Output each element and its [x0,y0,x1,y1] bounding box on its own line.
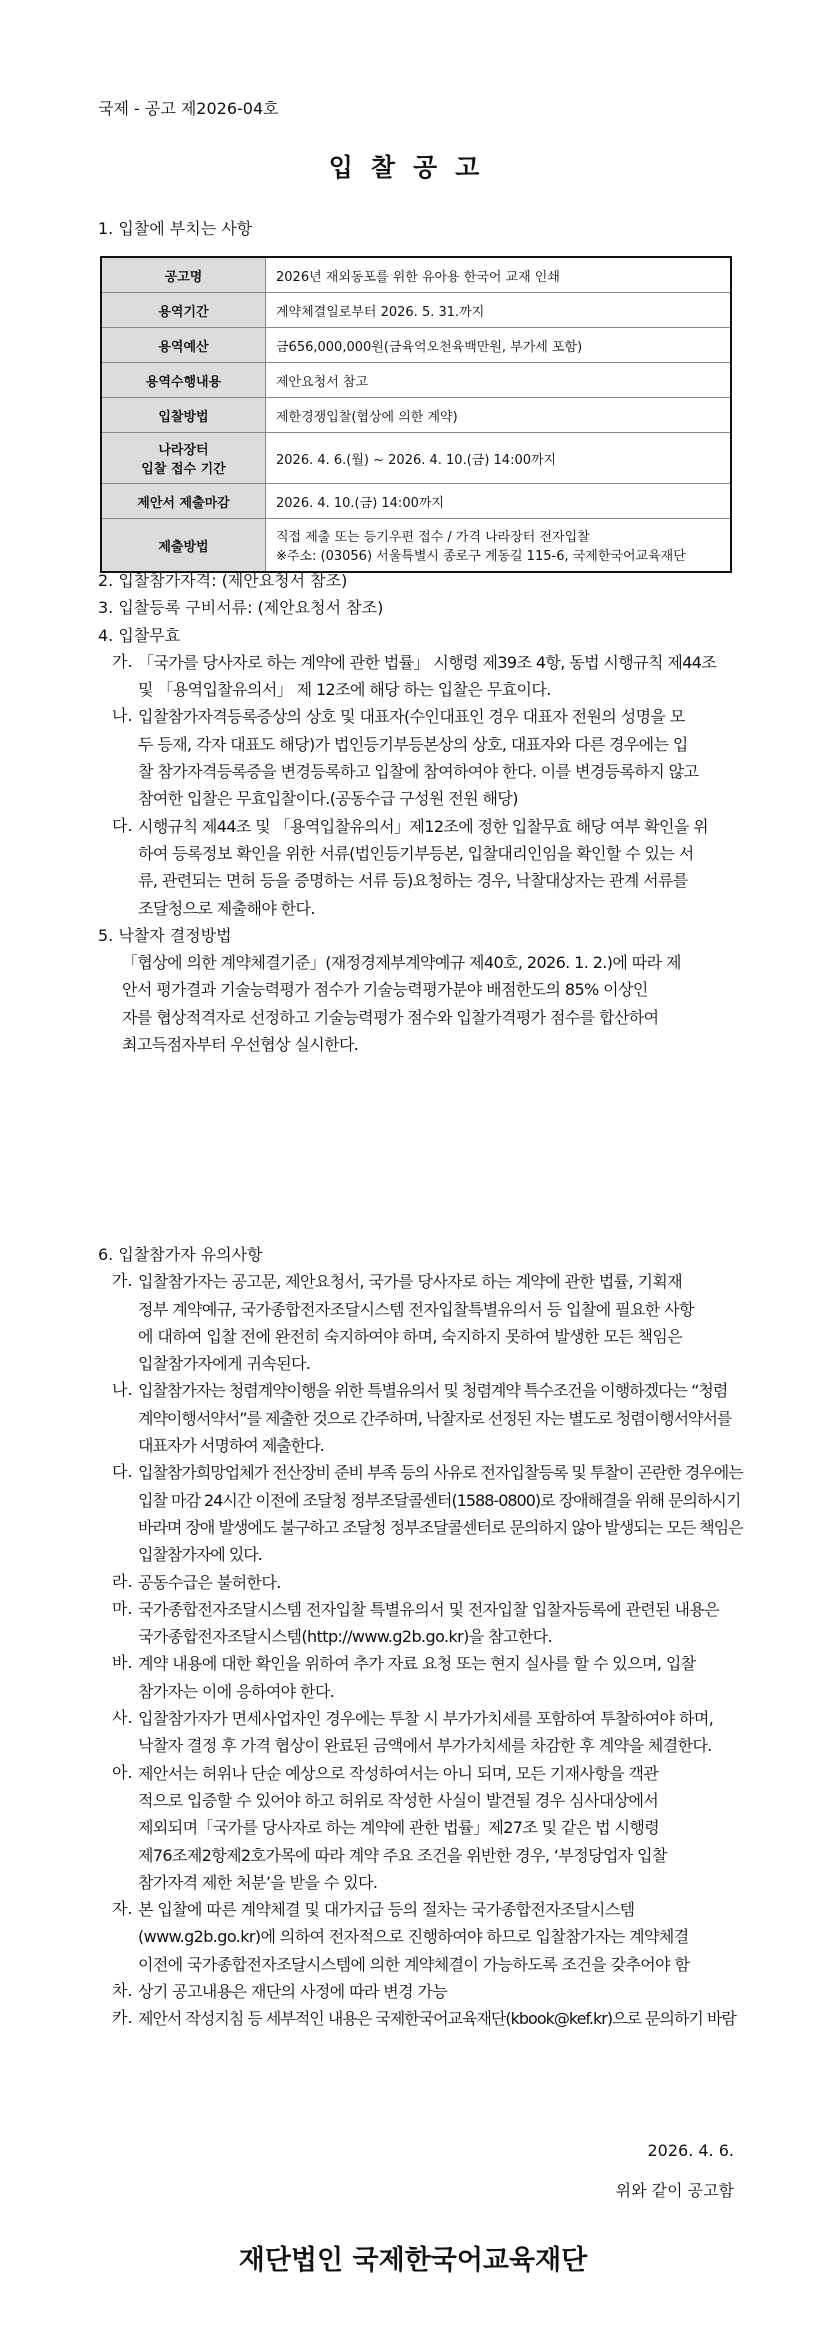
list-item-line: (www.g2b.go.kr)에 의하여 전자적으로 진행하여야 하므로 입찰참가자는 계약체결 [138,1927,689,1947]
table-label: 입찰방법 [101,398,266,433]
list-item-text [138,2005,738,2032]
list-item-line: 낙찰자 결정 후 가격 협상이 완료된 금액에서 부가가치세를 차감한 후 계약을 체결한다. [138,1736,712,1756]
list-item-text [138,649,738,704]
list-item-marker: 차. [112,1981,133,2001]
list-item-line: 입찰참가자는 공고문, 제안요청서, 국가를 당사자로 하는 계약에 관한 법률, 기획재 [138,1272,683,1292]
list-item-text [138,703,738,812]
table-row [101,484,731,519]
list-item-marker: 나. [112,706,133,726]
section-1-heading: 1. 입찰에 부치는 사항 [98,219,253,238]
list-item-line: 찰 참가자격등록증을 변경등록하고 입찰에 참여하여야 한다. 이를 변경등록하지 않고 [138,762,699,782]
list-item-line: 대표자가 서명하여 제출한다. [138,1436,324,1456]
list-item [112,813,738,922]
section-6-list [98,1268,743,2032]
list-item-line: 국가종합전자조달시스템(http://www.g2b.go.kr)을 참고한다. [138,1627,553,1647]
organization-name: 재단법인 국제한국어교육재단 [238,2245,588,2276]
list-item-line: 입찰참가자가 면세사업자인 경우에는 투찰 시 부가가치세를 포함하여 투찰하여야 하며, [138,1709,714,1729]
list-item [112,1896,738,1978]
list-item-marker: 사. [112,1708,133,1728]
list-item [112,1596,738,1651]
list-item-line: 제안서는 허위나 단순 예상으로 작성하여서는 아니 되며, 모든 기재사항을 객관 [138,1763,659,1783]
list-item-marker: 다. [112,1462,133,1482]
list-item-line: 제76조제2항제2호가목에 따라 계약 주요 조건을 위반한 경우, ‘부정당업자 입찰 [138,1845,667,1865]
table-label-line: 입찰 접수 기간 [141,462,226,477]
table-label: 용역수행내용 [101,363,266,398]
list-item-line: 입찰참가자격등록증상의 상호 및 대표자(수인대표인 경우 대표자 전원의 성명을 모 [138,707,685,727]
list-item-text [138,1896,738,1978]
list-item [112,1705,738,1760]
list-item-line: 및 「용역입찰유의서」 제 12조에 해당 하는 입찰은 무효이다. [138,680,551,700]
table-value: 2026. 4. 10.(금) 14:00까지 [266,484,732,519]
table-value: 제안요청서 참고 [266,363,732,398]
section-5-line: 최고득점자부터 우선협상 실시한다. [122,1035,359,1055]
table-label: 용역예산 [101,328,266,363]
table-value [266,519,732,573]
table-value: 계약체결일로부터 2026. 5. 31.까지 [266,293,732,328]
list-item [112,1377,738,1459]
table-value-line: ※주소: (03056) 서울특별시 종로구 계동길 115-6, 국제한국어교육재단 [276,549,686,564]
list-item-text [138,1459,743,1568]
table-value: 2026년 재외동포를 위한 유아용 한국어 교재 인쇄 [266,257,732,293]
list-item-text [138,1650,738,1705]
section-2: 2. 입찰참가자격: (제안요청서 참조) [98,571,348,590]
announcement-date: 2026. 4. 6. [647,2141,734,2160]
table-value: 금656,000,000원(금육억오천육백만원, 부가세 포함) [266,328,732,363]
table-row [101,433,731,484]
table-value: 2026. 4. 6.(월) ~ 2026. 4. 10.(금) 14:00까지 [266,433,732,484]
table-label: 제출방법 [101,519,266,573]
table-value: 제한경쟁입찰(협상에 의한 계약) [266,398,732,433]
table-label: 제안서 제출마감 [101,484,266,519]
list-item-text [138,1569,738,1596]
list-item-line: 이전에 국가종합전자조달시스템에 의한 계약체결이 가능하도록 조건을 갖추어야 함 [138,1954,690,1974]
list-item-line: 참가자격 제한 처분’을 받을 수 있다. [138,1872,378,1892]
table-row [101,363,731,398]
section-4-list [98,649,738,922]
list-item-line: 본 입찰에 따른 계약체결 및 대가지급 등의 절차는 국가종합전자조달시스템 [138,1900,635,1920]
list-item-line: 공동수급은 불허한다. [138,1572,281,1592]
list-item [112,1569,738,1596]
list-item [112,1650,738,1705]
document-number: 국제 - 공고 제2026-04호 [98,99,279,118]
list-item-line: 조달청으로 제출해야 한다. [138,898,315,918]
list-item-line: 상기 공고내용은 재단의 사정에 따라 변경 가능 [138,1982,448,2002]
list-item-line: 입찰참가자에 있다. [138,1545,262,1565]
list-item-line: 계약 내용에 대한 확인을 위하여 추가 자료 요청 또는 현지 실사를 할 수 있으며, 입찰 [138,1654,696,1674]
list-item-marker: 가. [112,1271,133,1291]
list-item-line: 에 대하여 입찰 전에 완전히 숙지하여야 하며, 숙지하지 못하여 발생한 모든 책임은 [138,1326,683,1346]
page-title: 입찰공고 [328,153,498,182]
list-item-line: 시행규칙 제44조 및 「용역입찰유의서」제12조에 정한 입찰무효 해당 여부 확인을 위 [138,816,709,836]
list-item-line: 계약이행서약서”를 제출한 것으로 간주하며, 낙찰자로 선정된 자는 별도로 청렴이행서약서를 [138,1408,732,1428]
list-item-line: 제안서 작성지침 등 세부적인 내용은 국제한국어교육재단(kbook@kef.kr)으로 문의하기 바람 [138,2009,736,2029]
list-item-marker: 다. [112,815,133,835]
list-item-text [138,1268,738,1377]
list-item-marker: 가. [112,651,133,671]
table-label: 공고명 [101,257,266,293]
table-row [101,398,731,433]
list-item-line: 국가종합전자조달시스템 전자입찰 특별유의서 및 전자입찰 입찰자등록에 관련된 내용은 [138,1599,720,1619]
list-item-marker: 카. [112,2008,133,2028]
section-4-heading: 4. 입찰무효 [98,625,181,645]
list-item-line: 「국가를 당사자로 하는 계약에 관한 법률」 시행령 제39조 4항, 동법 시행규칙 제44조 [138,652,717,672]
list-item-line: 류, 관련되는 면허 등을 증명하는 서류 등)요청하는 경우, 낙찰대상자는 관계 서류를 [138,871,688,891]
section-3: 3. 입찰등록 구비서류: (제안요청서 참조) [98,598,384,618]
list-item-line: 입찰참가희망업체가 전산장비 준비 부족 등의 사유로 전자입찰등록 및 투찰이 곤란한 경우에는 [138,1463,743,1483]
list-item-line: 적으로 입증할 수 있어야 하고 허위로 작성한 사실이 발견될 경우 심사대상에서 [138,1790,659,1810]
list-item [112,1268,738,1377]
table-label: 용역기간 [101,293,266,328]
section-5-line: 「협상에 의한 계약체결기준」(재정경제부계약예규 제40호, 2026. 1. 2.)에 따라 제 [122,953,681,973]
table-row [101,293,731,328]
list-item-marker: 자. [112,1899,133,1919]
list-item-line: 제외되며「국가를 당사자로 하는 계약에 관한 법률」제27조 및 같은 법 시행령 [138,1818,660,1838]
sections-2-5 [98,567,738,1058]
list-item-text [138,1760,738,1896]
section-5-body [98,949,738,1058]
table-value-line: 직접 제출 또는 등기우편 접수 / 가격 나라장터 전자입찰 [276,530,590,545]
list-item [112,1978,738,2005]
list-item-line: 입찰참가자는 청렴계약이행을 위한 특별유의서 및 청렴계약 특수조건을 이행하겠다는 “청렴 [138,1381,728,1401]
table-label [101,433,266,484]
section-5-heading: 5. 낙찰자 결정방법 [98,925,232,945]
list-item-text [138,1377,738,1459]
list-item-marker: 바. [112,1653,133,1673]
closing-text: 위와 같이 공고함 [615,2181,734,2200]
list-item-line: 두 등재, 각자 대표도 해당)가 법인등기부등본상의 상호, 대표자와 다른 경우에는 입 [138,734,688,754]
table-label-line: 나라장터 [158,443,209,458]
list-item-line: 참여한 입찰은 무효입찰이다.(공동수급 구성원 전원 해당) [138,789,518,809]
section-6 [98,1241,743,2033]
list-item-text [138,813,738,922]
list-item-line: 참가자는 이에 응하여야 한다. [138,1681,335,1701]
table-row [101,328,731,363]
list-item-line: 정부 계약예규, 국가종합전자조달시스템 전자입찰특별유의서 등 입찰에 필요한 사항 [138,1299,694,1319]
list-item-marker: 라. [112,1571,133,1591]
table-row [101,519,731,573]
list-item-marker: 마. [112,1598,133,1618]
list-item-line: 입찰참가자에게 귀속된다. [138,1354,311,1374]
list-item-line: 입찰 마감 24시간 이전에 조달청 정부조달콜센터(1588-0800)로 장애해결을 위해 문의하시기 [138,1490,741,1510]
list-item-text [138,1978,738,2005]
section-5-line: 안서 평가결과 기술능력평가 점수가 기술능력평가분야 배점한도의 85% 이상인 [122,980,648,1000]
list-item [112,649,738,704]
list-item-line: 하여 등록정보 확인을 위한 서류(법인등기부등본, 입찰대리인임을 확인할 수 있는 서 [138,843,694,863]
list-item [112,1459,743,1568]
list-item-text [138,1705,738,1760]
list-item-marker: 아. [112,1762,133,1782]
bid-info-table [100,256,732,573]
list-item-text [138,1596,738,1651]
section-5-line: 자를 협상적격자로 선정하고 기술능력평가 점수와 입찰가격평가 점수를 합산하여 [122,1007,659,1027]
list-item-marker: 나. [112,1380,133,1400]
list-item [112,2005,738,2032]
list-item [112,1760,738,1896]
list-item-line: 바라며 장애 발생에도 불구하고 조달청 정부조달콜센터로 문의하지 않아 발생되는 모든 책임은 [138,1517,743,1537]
list-item [112,703,738,812]
table-row [101,257,731,293]
section-6-heading: 6. 입찰참가자 유의사항 [98,1245,263,1264]
